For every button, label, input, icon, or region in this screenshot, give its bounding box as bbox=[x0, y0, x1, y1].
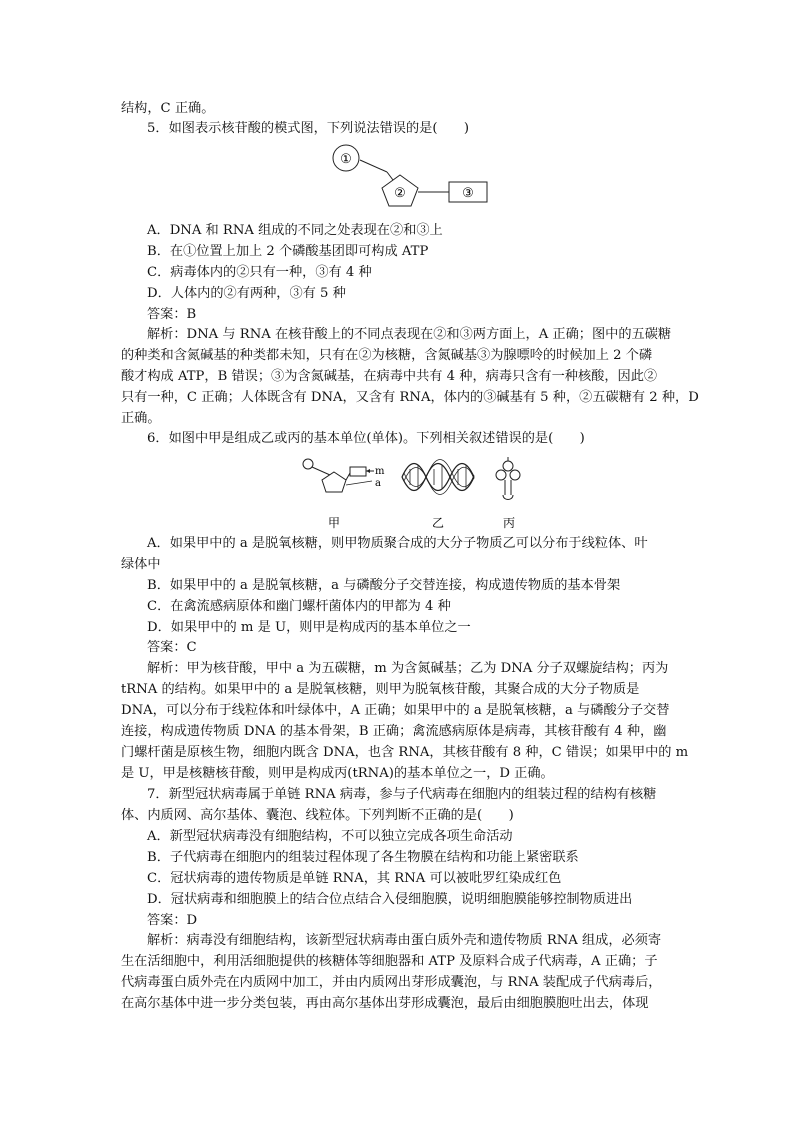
bing-label: 丙 bbox=[503, 516, 516, 530]
option-a: A．DNA 和 RNA 组成的不同之处表现在②和③上 bbox=[147, 223, 443, 238]
option-b: B．在①位置上加上 2 个磷酸基团即可构成 ATP bbox=[147, 244, 429, 259]
analysis: 解析：DNA 与 RNA 在核苷酸上的不同点表现在②和③两方面上，A 正确；图中的五碳糖 bbox=[147, 327, 672, 342]
analysis: 是 U，甲是核糖核苷酸，则甲是构成丙(tRNA)的基本单位之一，D 正确。 bbox=[121, 766, 554, 781]
analysis: DNA，可以分布于线粒体和叶绿体中，A 正确；如果甲中的 a 是脱氧核糖，a 与磷酸分子交替 bbox=[121, 703, 670, 718]
nucleotide-model-figure bbox=[325, 142, 495, 212]
text-line: 结构，C 正确。 bbox=[121, 101, 215, 116]
yi-label: 乙 bbox=[432, 516, 445, 530]
option-c: C．在禽流感病原体和幽门螺杆菌体内的甲都为 4 种 bbox=[147, 599, 451, 614]
monomer-polymer-figure bbox=[298, 455, 538, 533]
question-6-stem: 6．如图中甲是组成乙或丙的基本单位(单体)。下列相关叙述错误的是( ) bbox=[147, 431, 585, 446]
pentose-label: ② bbox=[394, 186, 406, 201]
trna-bing bbox=[496, 457, 520, 500]
m-label: m bbox=[375, 466, 385, 477]
nucleotide-jia bbox=[303, 459, 385, 492]
analysis: 酸才构成 ATP，B 错误；③为含氮碱基，在病毒中共有 4 种，病毒只含有一种核酸，因此② bbox=[121, 369, 658, 384]
option-d: D．如果甲中的 m 是 U，则甲是构成丙的基本单位之一 bbox=[147, 620, 471, 635]
dna-helix-yi bbox=[402, 460, 474, 495]
option-c: C．冠状病毒的遗传物质是单链 RNA，其 RNA 可以被吡罗红染成红色 bbox=[147, 871, 562, 886]
option-a-cont: 绿体中 bbox=[121, 557, 161, 572]
option-d: D．人体内的②有两种，③有 5 种 bbox=[147, 286, 346, 301]
jia-label: 甲 bbox=[328, 516, 341, 530]
answer: 答案：D bbox=[147, 913, 198, 928]
analysis: 解析：病毒没有细胞结构，该新型冠状病毒由蛋白质外壳和遗传物质 RNA 组成，必须寄 bbox=[147, 933, 662, 948]
analysis: 生在活细胞中，利用活细胞提供的核糖体等细胞器和 ATP 及原料合成子代病毒，A 正确；子 bbox=[121, 954, 658, 969]
answer: 答案：B bbox=[147, 307, 197, 322]
a-label: a bbox=[375, 478, 381, 489]
analysis: 只有一种，C 正确；人体既含有 DNA，又含有 RNA，体内的③碱基有 5 种，②五碳糖有 2 种，D bbox=[121, 390, 699, 405]
option-a: A．如果甲中的 a 是脱氧核糖，则甲物质聚合成的大分子物质乙可以分布于线粒体、叶 bbox=[147, 536, 648, 551]
base-label: ③ bbox=[462, 186, 474, 201]
question-7-stem-cont: 体、内质网、高尔基体、囊泡、线粒体。下列判断不正确的是( ) bbox=[121, 808, 514, 823]
analysis: 代病毒蛋白质外壳在内质网中加工，并由内质网出芽形成囊泡，与 RNA 装配成子代病毒后， bbox=[121, 975, 662, 990]
option-a: A．新型冠状病毒没有细胞结构，不可以独立完成各项生命活动 bbox=[147, 829, 513, 844]
option-c: C．病毒体内的②只有一种，③有 4 种 bbox=[147, 265, 372, 280]
question-7-stem: 7．新型冠状病毒属于单链 RNA 病毒，参与子代病毒在细胞内的组装过程的结构有核糖 bbox=[147, 787, 657, 802]
question-5-stem: 5．如图表示核苷酸的模式图，下列说法错误的是( ) bbox=[147, 121, 469, 136]
option-d: D．冠状病毒和细胞膜上的结合位点结合入侵细胞膜，说明细胞膜能够控制物质进出 bbox=[147, 892, 633, 907]
analysis: 连接，构成遗传物质 DNA 的基本骨架，B 正确；禽流感病原体是病毒，其核苷酸有 4 种，幽 bbox=[121, 724, 667, 739]
analysis: 解析：甲为核苷酸，甲中 a 为五碳糖，m 为含氮碱基；乙为 DNA 分子双螺旋结构；丙为 bbox=[147, 661, 669, 676]
analysis: 正确。 bbox=[121, 411, 161, 426]
analysis: 门螺杆菌是原核生物，细胞内既含 DNA，也含 RNA，其核苷酸有 8 种，C 错误；如果甲中的 m bbox=[121, 745, 689, 760]
analysis: 在高尔基体中进一步分类包装，再由高尔基体出芽形成囊泡，最后由细胞膜胞吐出去，体现 bbox=[121, 996, 649, 1011]
analysis: 的种类和含氮碱基的种类都未知，只有在②为核糖，含氮碱基③为腺嘌呤的时候加上 2 个磷 bbox=[121, 348, 653, 363]
option-b: B．子代病毒在细胞内的组装过程体现了各生物膜在结构和功能上紧密联系 bbox=[147, 850, 579, 865]
answer: 答案：C bbox=[147, 640, 197, 655]
analysis: tRNA 的结构。如果甲中的 a 是脱氧核糖，则甲为脱氧核苷酸，其聚合成的大分子物质是 bbox=[121, 682, 640, 697]
phosphate-label: ① bbox=[340, 152, 352, 167]
option-b: B．如果甲中的 a 是脱氧核糖，a 与磷酸分子交替连接，构成遗传物质的基本骨架 bbox=[147, 578, 621, 593]
